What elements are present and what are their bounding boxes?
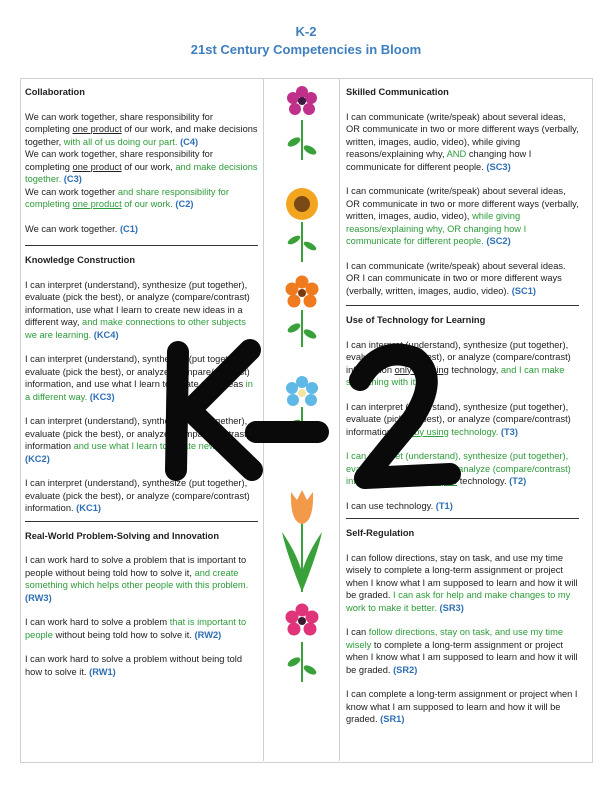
section-separator: [346, 518, 579, 519]
overlay-text: K-2: [0, 0, 2, 1]
selfregulation-heading: Self-Regulation: [346, 528, 415, 538]
sc1-statement: I can communicate (write/speak) about several ideas. OR I can communicate in two or more different ways (verbally, written, images, audio, video). (SC1): [346, 260, 566, 296]
t3-statement: I can interpret (understand), synthesize (put together), evaluate (pick the best), or analyze (compare/contrast) information only by using technology. (T3): [346, 401, 571, 437]
t4-statement: I can interpret (understand), synthesize (put together), evaluate (pick the best), or analyze (compare/contrast) information only by using technology, and I can make something with it. (T4): [346, 339, 571, 387]
page-title: 21st Century Competencies in Bloom: [190, 42, 422, 57]
magenta-flower-icon: [286, 86, 318, 160]
c4-statement: We can work together, share responsibility for completing one product of our work, and make decisions together, with all of us doing our part. (C4): [25, 111, 258, 147]
section-separator: [25, 521, 258, 522]
sc2-statement: I can communicate (write/speak) about several ideas, OR communicate in two or more different ways (verbally, written, images, audio, video), while giving reasons/explaining why, OR changing how I communicate for different people. (SC2): [346, 186, 579, 246]
technology-heading: Use of Technology for Learning: [346, 315, 486, 325]
realworld-heading: Real-World Problem-Solving and Innovation: [25, 530, 220, 541]
orange-flower-icon: [286, 276, 319, 348]
pink-flower-icon: [286, 604, 319, 683]
column-divider-left: [263, 79, 264, 761]
kc4-statement: I can interpret (understand), synthesize (put together), evaluate (pick the best), or analyze (compare/contrast) information, use what I learn to create new ideas in a different way, and make connections to other subjects we are learning. (KC4): [25, 279, 250, 340]
sr2-statement: I can follow directions, stay on task, and use my time wisely to complete a long-term assignment or project when I know what I am supposed to learn and how it will be graded. (SR2): [346, 627, 578, 675]
sc3-statement: I can communicate (write/speak) about several ideas, OR communicate in two or more different ways (verbally, written, images, audio, video), while giving reasons/explaining why, AND changing how I communicate for different people. (SC3): [346, 111, 579, 172]
sr1-statement: I can complete a long-term assignment or project when I know what I am supposed to learn and how it will be graded. (SR1): [346, 689, 578, 724]
knowledge-heading: Knowledge Construction: [25, 255, 136, 265]
grade-title: K-2: [295, 24, 317, 39]
c2-statement: We can work together and share responsibility for completing one product of our work. (C2): [25, 186, 229, 209]
t1-statement: I can use technology. (T1): [346, 500, 453, 511]
rw2-statement: I can work hard to solve a problem that is important to people without being told how to solve it. (RW2): [25, 617, 247, 640]
c3-statement: We can work together, share responsibility for completing one product of our work, and make decisions together. (C3): [25, 149, 258, 184]
column-divider-right: [339, 79, 340, 761]
t2-statement: I can interpret (understand), synthesize (put together), evaluate (pick the best), or analyze (compare/contrast) information with the help of technology. (T2): [346, 451, 571, 486]
collaboration-heading: Collaboration: [25, 87, 85, 97]
blue-flower-icon: [286, 376, 318, 442]
rw3-statement: I can work hard to solve a problem that is important to people without being told how to solve it, and create something which helps other people with this problem. (RW3): [25, 555, 249, 603]
c1-statement: We can work together. (C1): [25, 223, 139, 234]
tulip-icon: [282, 490, 322, 592]
section-separator: [25, 245, 258, 246]
sunflower-icon: [286, 188, 318, 262]
communication-heading: Skilled Communication: [346, 87, 449, 97]
right-column: [346, 86, 582, 738]
kc2-statement: I can interpret (understand), synthesize (put together), evaluate (pick the best), or analyze (compare/contrast) information and use what I learn to create new ideas. (KC2): [25, 416, 250, 464]
left-column: [25, 86, 258, 690]
rw1-statement: I can work hard to solve a problem without being told how to solve it. (RW1): [25, 654, 243, 677]
sr3-statement: I can follow directions, stay on task, and use my time wisely to complete a long-term assignment or project when I know what I am supposed to learn and how it will be graded. I can ask for help and make changes to my work to make it better. (SR3): [346, 552, 578, 613]
kc1-statement: I can interpret (understand), synthesize (put together), evaluate (pick the best), or analyze (compare/contrast) information. (KC1): [25, 478, 250, 513]
section-separator: [346, 305, 579, 306]
kc3-statement: I can interpret (understand), synthesize (put together), evaluate (pick the best), or analyze (compare/contrast) information, and use what I learn to create new ideas in a different way. (KC3): [25, 354, 253, 402]
flower-column: [272, 82, 332, 682]
